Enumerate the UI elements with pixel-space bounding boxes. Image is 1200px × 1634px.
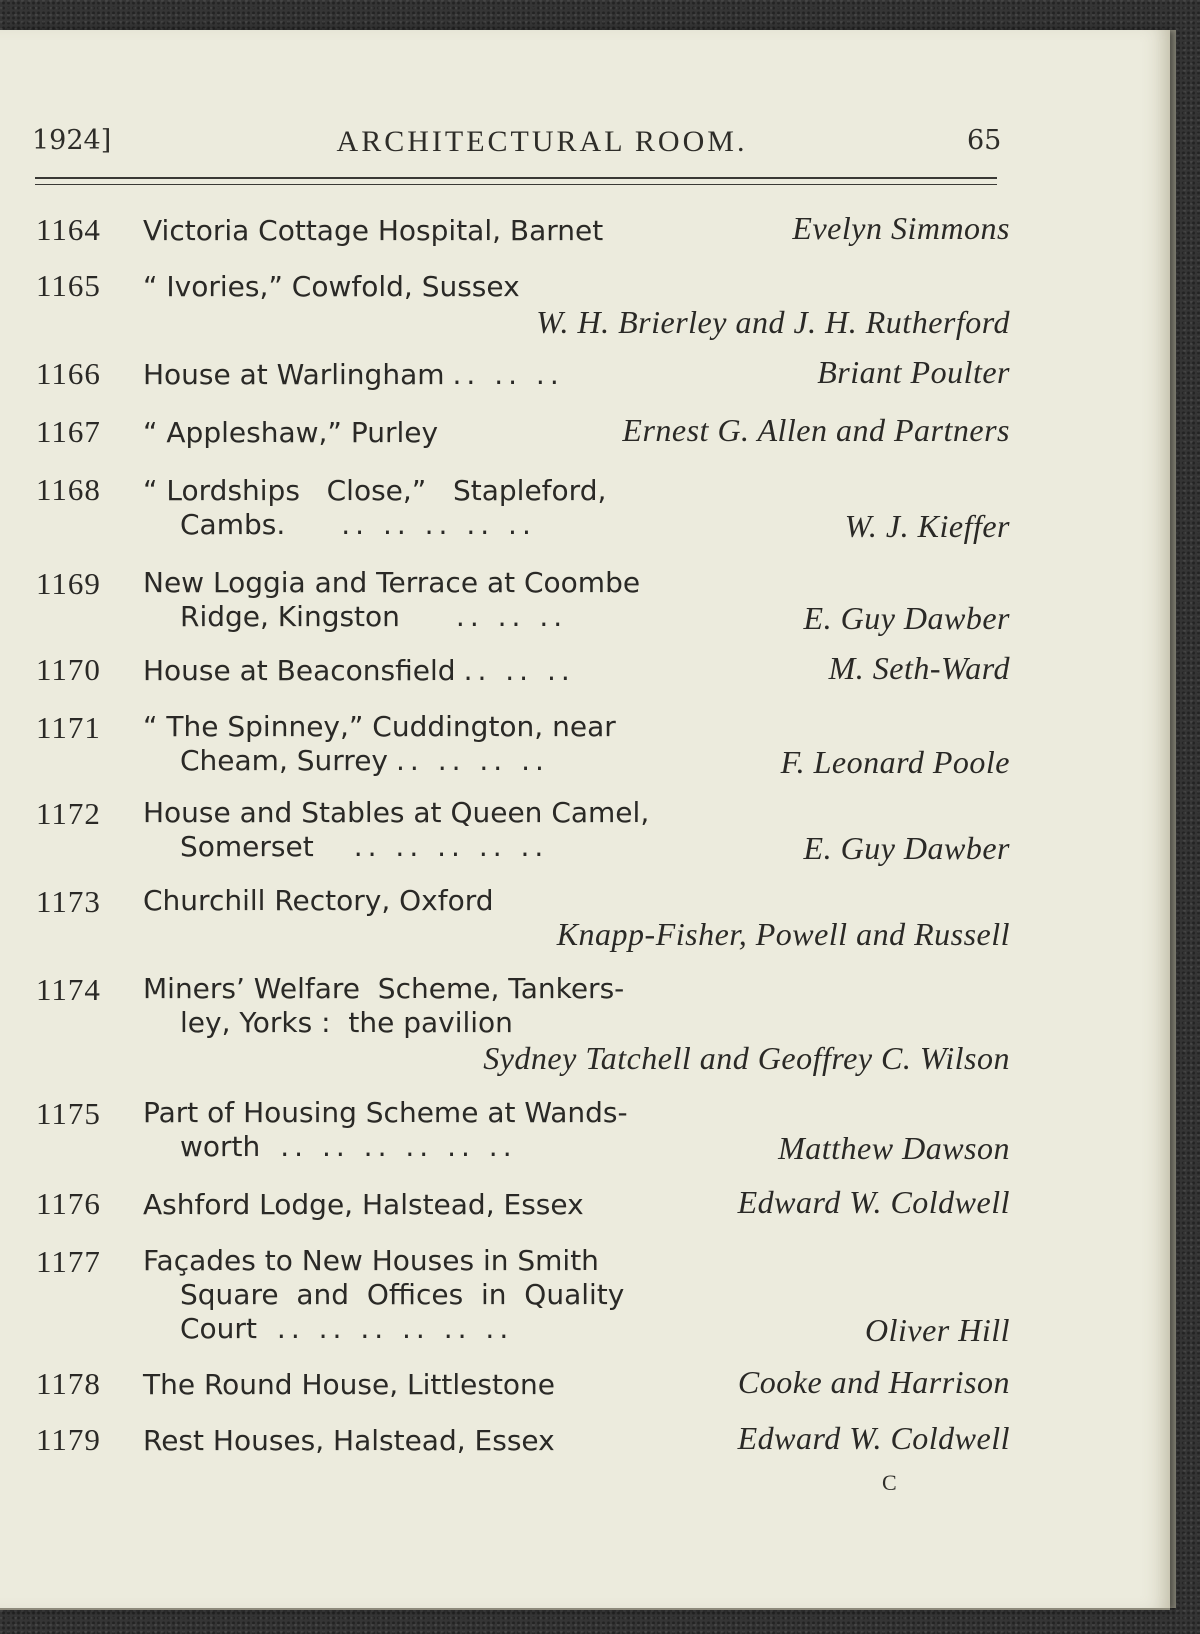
entry-title-cont: Court .. .. .. .. .. ..: [180, 1312, 514, 1345]
entry-number: 1166: [36, 356, 101, 391]
entry-title: House at Beaconsfield .. .. ..: [143, 654, 575, 687]
entry-title: “ Appleshaw,” Purley: [143, 416, 439, 449]
entry-number: 1168: [36, 472, 101, 507]
entry-number: 1175: [36, 1096, 101, 1131]
entry-architect: M. Seth-Ward: [828, 650, 1010, 686]
entry-number: 1165: [36, 268, 101, 303]
entry-architect: W. J. Kieffer: [844, 508, 1010, 544]
entry-title: Churchill Rectory, Oxford: [143, 884, 494, 917]
entry-number: 1174: [36, 972, 101, 1007]
entry-architect: E. Guy Dawber: [803, 830, 1010, 866]
entry-title: Ashford Lodge, Halstead, Essex: [143, 1188, 584, 1221]
entry-title-cont: Cheam, Surrey .. .. .. ..: [180, 744, 549, 777]
page-number: 65: [967, 125, 1002, 156]
entry-number: 1169: [36, 566, 101, 601]
entry-architect: W. H. Brierley and J. H. Rutherford: [536, 304, 1010, 340]
entry-title: “ Ivories,” Cowfold, Sussex: [143, 270, 520, 303]
entry-title: Rest Houses, Halstead, Essex: [143, 1424, 555, 1457]
entry-architect: Knapp-Fisher, Powell and Russell: [556, 916, 1010, 952]
entry-architect: Matthew Dawson: [778, 1130, 1010, 1166]
entry-number: 1170: [36, 652, 101, 687]
entry-title: “ The Spinney,” Cuddington, near: [143, 710, 616, 743]
entry-title: The Round House, Littlestone: [143, 1368, 556, 1401]
entry-number: 1177: [36, 1244, 101, 1279]
entry-title: House and Stables at Queen Camel,: [143, 796, 650, 829]
entry-architect: Ernest G. Allen and Partners: [622, 412, 1010, 448]
entry-title: New Loggia and Terrace at Coombe: [143, 566, 641, 599]
entry-architect: Briant Poulter: [817, 354, 1010, 390]
entry-architect: F. Leonard Poole: [780, 744, 1010, 780]
entry-architect: E. Guy Dawber: [803, 600, 1010, 636]
entry-number: 1179: [36, 1422, 101, 1457]
entry-title: Miners’ Welfare Scheme, Tankers-: [143, 972, 625, 1005]
entry-title-cont: Ridge, Kingston .. .. ..: [180, 600, 568, 633]
header-year: 1924]: [32, 125, 112, 156]
entry-number: 1178: [36, 1366, 101, 1401]
entry-architect: Oliver Hill: [864, 1312, 1010, 1348]
page-title: ARCHITECTURAL ROOM.: [336, 125, 748, 158]
entry-title-cont: ley, Yorks : the pavilion: [180, 1006, 513, 1039]
entry-number: 1173: [36, 884, 101, 919]
entry-number: 1172: [36, 796, 101, 831]
entry-title-cont: Square and Offices in Quality: [180, 1278, 625, 1311]
entry-architect: Edward W. Coldwell: [737, 1184, 1010, 1220]
entry-architect: Cooke and Harrison: [737, 1364, 1010, 1400]
entry-architect: Sydney Tatchell and Geoffrey C. Wilson: [483, 1040, 1010, 1076]
entry-title-cont: worth .. .. .. .. .. ..: [180, 1130, 517, 1163]
entry-title: Part of Housing Scheme at Wands-: [143, 1096, 628, 1129]
entry-architect: Edward W. Coldwell: [737, 1420, 1010, 1456]
signature-mark: C: [882, 1470, 897, 1495]
entry-title: Façades to New Houses in Smith: [143, 1244, 599, 1277]
entry-number: 1164: [36, 212, 101, 247]
entry-number: 1171: [36, 710, 101, 745]
entry-number: 1167: [36, 414, 101, 449]
entry-architect: Evelyn Simmons: [792, 210, 1010, 246]
entry-title: House at Warlingham .. .. ..: [143, 358, 564, 391]
entry-title-cont: Somerset .. .. .. .. ..: [180, 830, 549, 863]
entry-title: Victoria Cottage Hospital, Barnet: [143, 214, 604, 247]
entry-title-cont: Cambs. .. .. .. .. ..: [180, 508, 536, 541]
entry-title: “ Lordships Close,” Stapleford,: [143, 474, 607, 507]
entry-number: 1176: [36, 1186, 101, 1221]
